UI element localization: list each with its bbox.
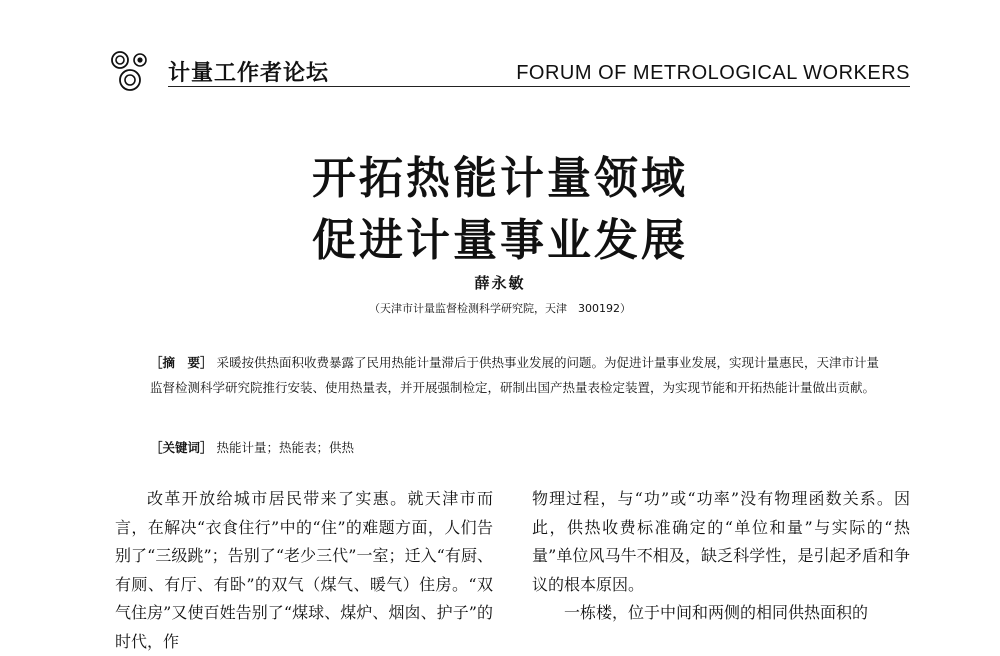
body-column-left <box>115 485 493 656</box>
concentric-rings-icon <box>110 48 162 98</box>
keywords <box>150 435 890 460</box>
author-name: 薛永敏 <box>474 274 526 292</box>
abstract <box>150 350 890 400</box>
keywords-text: 热能计量；热能表；供热 <box>216 440 355 455</box>
column-name: 计量工作者论坛 <box>168 61 330 86</box>
keywords-label: ［关键词］ <box>150 440 213 455</box>
body-paragraph: 一栋楼，位于中间和两侧的相同供热面积的 <box>564 603 869 622</box>
page-header <box>110 40 910 100</box>
abstract-text: 采暖按供热面积收费暴露了民用热能计量滞后于供热事业发展的问题。为促进计量事业发展，实现计量惠民，天津市计量监督检测科学研究院推行安装、使用热量表，并开展强制检定，研制出国产热量表检定装置，为实现节能和开拓热能计量做出贡献。 <box>150 355 880 395</box>
body-paragraph: 物理过程，与“功”或“功率”没有物理函数关系。因此，供热收费标准确定的“单位和量”与实际的“热量”单位风马牛不相及，缺乏科学性，是引起矛盾和争议的根本原因。 <box>532 489 910 594</box>
body-column-right <box>532 485 910 628</box>
article-title-line-2: 促进计量事业发展 <box>312 215 688 266</box>
body-paragraph: 改革开放给城市居民带来了实惠。就天津市而言，在解决“衣食住行”中的“住”的难题方面，人们告别了“三级跳”；告别了“老少三代”一室；迁入“有厨、有厕、有厅、有卧”的双气（煤气、暖气）住房。“双气住房”又使百姓告别了“煤球、煤炉、烟囱、护子”的时代，作 <box>115 489 493 651</box>
author-affiliation: （天津市计量监督检测科学研究院，天津 300192） <box>369 302 631 315</box>
abstract-label: ［摘 要］ <box>150 355 213 370</box>
article-title-line-1: 开拓热能计量领域 <box>312 153 688 204</box>
forum-name: FORUM OF METROLOGICAL WORKERS <box>516 62 910 84</box>
header-rule <box>168 86 910 87</box>
